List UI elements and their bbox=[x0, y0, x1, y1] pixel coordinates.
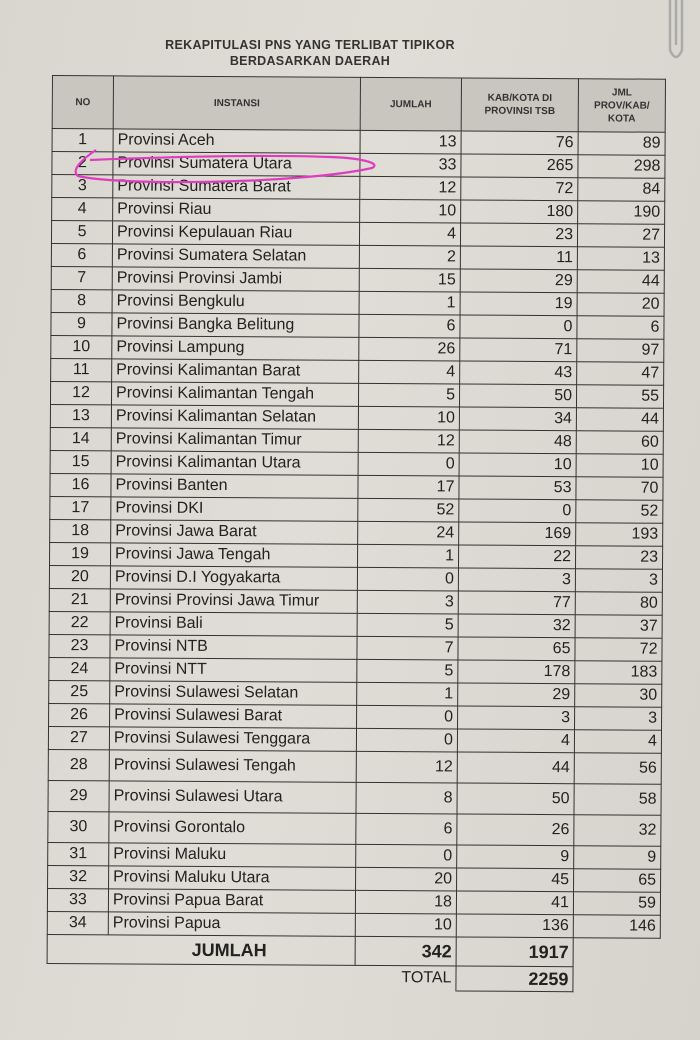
row-no: 7 bbox=[51, 266, 112, 289]
row-jml: 190 bbox=[578, 201, 665, 225]
row-kabkota: 41 bbox=[456, 891, 573, 915]
row-kabkota: 29 bbox=[458, 683, 575, 707]
table-header bbox=[52, 76, 665, 133]
row-no: 33 bbox=[47, 888, 108, 911]
row-kabkota: 265 bbox=[461, 154, 578, 178]
row-no: 32 bbox=[48, 865, 109, 888]
row-instansi: Provinsi Maluku Utara bbox=[109, 866, 356, 891]
row-jml: 27 bbox=[577, 224, 664, 248]
recap-table bbox=[46, 75, 666, 993]
paper-clip-icon bbox=[660, 0, 700, 70]
row-instansi: Provinsi D.I Yogyakarta bbox=[110, 566, 357, 591]
row-jml: 37 bbox=[575, 615, 662, 639]
row-instansi: Provinsi Bangka Belitung bbox=[112, 313, 359, 338]
row-instansi: Provinsi Kalimantan Tengah bbox=[111, 382, 358, 407]
row-instansi: Provinsi Provinsi Jawa Timur bbox=[110, 589, 357, 614]
row-jumlah: 0 bbox=[357, 567, 458, 591]
row-no: 18 bbox=[50, 519, 111, 542]
row-jml: 56 bbox=[574, 753, 661, 785]
row-jumlah: 6 bbox=[356, 813, 457, 845]
row-jumlah: 10 bbox=[360, 199, 461, 223]
row-jumlah: 1 bbox=[357, 682, 458, 706]
row-jumlah: 15 bbox=[359, 268, 460, 292]
row-jml: 89 bbox=[578, 132, 665, 156]
row-jumlah: 10 bbox=[355, 913, 456, 937]
row-jml: 13 bbox=[577, 247, 664, 271]
row-jml: 52 bbox=[576, 500, 663, 524]
row-jml: 23 bbox=[575, 546, 662, 570]
header-instansi: INSTANSI bbox=[113, 76, 360, 131]
summary-label: JUMLAH bbox=[47, 934, 355, 965]
row-jml: 193 bbox=[576, 523, 663, 547]
row-instansi: Provinsi Aceh bbox=[113, 129, 360, 154]
row-instansi: Provinsi Riau bbox=[113, 198, 360, 223]
header-no: NO bbox=[52, 76, 113, 129]
row-jumlah: 13 bbox=[360, 130, 461, 154]
row-kabkota: 43 bbox=[460, 361, 577, 385]
row-no: 5 bbox=[51, 221, 112, 244]
document-title: REKAPITULASI PNS YANG TERLIBAT TIPIKOR bbox=[165, 38, 455, 52]
table-row bbox=[48, 749, 661, 784]
row-jumlah: 3 bbox=[357, 590, 458, 614]
row-no: 27 bbox=[48, 726, 109, 749]
row-jml: 20 bbox=[577, 293, 664, 317]
row-jumlah: 7 bbox=[357, 636, 458, 660]
row-kabkota: 169 bbox=[459, 522, 576, 546]
row-kabkota: 71 bbox=[460, 338, 577, 362]
row-instansi: Provinsi Sumatera Utara bbox=[113, 152, 360, 177]
row-jumlah: 12 bbox=[356, 751, 457, 783]
table-row bbox=[48, 811, 661, 846]
row-jml: 30 bbox=[575, 684, 662, 708]
row-jml: 44 bbox=[577, 270, 664, 294]
row-no: 21 bbox=[49, 588, 110, 611]
row-jml: 84 bbox=[578, 178, 665, 202]
row-jml: 3 bbox=[575, 707, 662, 731]
row-jml: 298 bbox=[578, 155, 665, 179]
row-jumlah: 0 bbox=[357, 705, 458, 729]
row-kabkota: 23 bbox=[460, 223, 577, 247]
row-no: 17 bbox=[50, 496, 111, 519]
row-kabkota: 44 bbox=[457, 752, 574, 784]
row-no: 16 bbox=[50, 473, 111, 496]
row-kabkota: 76 bbox=[461, 131, 578, 155]
row-jml: 44 bbox=[576, 408, 663, 432]
row-jumlah: 1 bbox=[359, 291, 460, 315]
row-jumlah: 0 bbox=[356, 844, 457, 868]
row-instansi: Provinsi Sulawesi Utara bbox=[109, 781, 356, 814]
row-kabkota: 53 bbox=[459, 476, 576, 500]
row-no: 20 bbox=[49, 565, 110, 588]
row-kabkota: 45 bbox=[457, 868, 574, 892]
row-jumlah: 0 bbox=[356, 728, 457, 752]
row-instansi: Provinsi Papua bbox=[108, 912, 355, 937]
row-jumlah: 2 bbox=[359, 245, 460, 269]
row-no: 10 bbox=[51, 335, 112, 358]
row-kabkota: 136 bbox=[456, 914, 573, 938]
row-jml: 6 bbox=[577, 316, 664, 340]
row-jml: 183 bbox=[575, 661, 662, 685]
row-jumlah: 1 bbox=[357, 544, 458, 568]
row-jumlah: 52 bbox=[358, 498, 459, 522]
row-instansi: Provinsi NTT bbox=[110, 658, 357, 683]
row-no: 34 bbox=[47, 911, 108, 934]
row-instansi: Provinsi Bengkulu bbox=[112, 290, 359, 315]
header-kabkota: KAB/KOTA DI PROVINSI TSB bbox=[461, 78, 578, 132]
row-instansi: Provinsi Papua Barat bbox=[108, 889, 355, 914]
summary-kabkota: 1917 bbox=[456, 937, 573, 967]
row-instansi: Provinsi NTB bbox=[110, 635, 357, 660]
row-kabkota: 4 bbox=[457, 729, 574, 753]
row-jml: 59 bbox=[573, 892, 660, 916]
row-no: 24 bbox=[49, 657, 110, 680]
row-jml: 65 bbox=[574, 869, 661, 893]
row-instansi: Provinsi Kalimantan Barat bbox=[112, 359, 359, 384]
row-instansi: Provinsi DKI bbox=[111, 497, 358, 522]
row-kabkota: 29 bbox=[460, 269, 577, 293]
row-jml: 60 bbox=[576, 431, 663, 455]
row-jml: 4 bbox=[574, 730, 661, 754]
row-jml: 10 bbox=[576, 454, 663, 478]
row-no: 14 bbox=[50, 427, 111, 450]
row-jml: 80 bbox=[575, 592, 662, 616]
row-no: 25 bbox=[49, 680, 110, 703]
row-jumlah: 26 bbox=[359, 337, 460, 361]
row-no: 3 bbox=[52, 175, 113, 198]
row-kabkota: 50 bbox=[457, 783, 574, 815]
row-instansi: Provinsi Kalimantan Utara bbox=[111, 451, 358, 476]
header-jml: JML PROV/KAB/ KOTA bbox=[578, 79, 665, 133]
row-kabkota: 22 bbox=[458, 545, 575, 569]
row-jml: 97 bbox=[577, 339, 664, 363]
row-kabkota: 9 bbox=[457, 845, 574, 869]
row-jml: 47 bbox=[577, 362, 664, 386]
row-kabkota: 48 bbox=[459, 430, 576, 454]
row-instansi: Provinsi Sulawesi Selatan bbox=[110, 681, 357, 706]
row-jumlah: 12 bbox=[360, 176, 461, 200]
row-kabkota: 178 bbox=[458, 660, 575, 684]
total-value: 2259 bbox=[456, 966, 573, 992]
row-jml: 9 bbox=[574, 846, 661, 870]
row-instansi: Provinsi Sumatera Barat bbox=[113, 175, 360, 200]
row-instansi: Provinsi Banten bbox=[111, 474, 358, 499]
row-kabkota: 50 bbox=[459, 384, 576, 408]
total-label: TOTAL bbox=[355, 965, 456, 991]
row-jumlah: 4 bbox=[359, 360, 460, 384]
row-jumlah: 17 bbox=[358, 475, 459, 499]
row-instansi: Provinsi Sumatera Selatan bbox=[112, 244, 359, 269]
row-instansi: Provinsi Kalimantan Timur bbox=[111, 428, 358, 453]
row-no: 26 bbox=[49, 703, 110, 726]
row-kabkota: 34 bbox=[459, 407, 576, 431]
row-jumlah: 0 bbox=[358, 452, 459, 476]
row-no: 30 bbox=[48, 811, 109, 842]
row-no: 23 bbox=[49, 634, 110, 657]
header-jumlah: JUMLAH bbox=[360, 77, 461, 131]
row-kabkota: 72 bbox=[461, 177, 578, 201]
row-no: 6 bbox=[51, 243, 112, 266]
row-no: 11 bbox=[51, 358, 112, 381]
row-kabkota: 19 bbox=[460, 292, 577, 316]
row-jumlah: 33 bbox=[360, 153, 461, 177]
row-kabkota: 0 bbox=[460, 315, 577, 339]
row-jml: 58 bbox=[574, 784, 661, 816]
row-jml: 3 bbox=[575, 569, 662, 593]
row-no: 4 bbox=[52, 198, 113, 221]
row-kabkota: 0 bbox=[459, 499, 576, 523]
row-kabkota: 65 bbox=[458, 637, 575, 661]
row-instansi: Provinsi Sulawesi Tenggara bbox=[109, 727, 356, 752]
row-no: 22 bbox=[49, 611, 110, 634]
row-jumlah: 4 bbox=[359, 222, 460, 246]
row-jumlah: 18 bbox=[355, 890, 456, 914]
total-row bbox=[47, 963, 660, 992]
row-instansi: Provinsi Jawa Tengah bbox=[111, 543, 358, 568]
row-no: 15 bbox=[50, 450, 111, 473]
row-instansi: Provinsi Maluku bbox=[109, 843, 356, 868]
row-no: 28 bbox=[48, 749, 109, 780]
row-jml: 72 bbox=[575, 638, 662, 662]
row-jml: 146 bbox=[573, 915, 660, 939]
row-jumlah: 6 bbox=[359, 314, 460, 338]
row-instansi: Provinsi Sulawesi Tengah bbox=[109, 750, 356, 783]
row-no: 19 bbox=[50, 542, 111, 565]
row-kabkota: 3 bbox=[458, 568, 575, 592]
row-jumlah: 20 bbox=[356, 867, 457, 891]
summary-jumlah: 342 bbox=[355, 936, 456, 966]
row-no: 12 bbox=[50, 381, 111, 404]
row-kabkota: 77 bbox=[458, 591, 575, 615]
row-instansi: Provinsi Bali bbox=[110, 612, 357, 637]
row-kabkota: 3 bbox=[458, 706, 575, 730]
row-no: 1 bbox=[52, 129, 113, 152]
row-kabkota: 11 bbox=[460, 246, 577, 270]
row-jml: 70 bbox=[576, 477, 663, 501]
row-jumlah: 5 bbox=[358, 383, 459, 407]
row-jml: 55 bbox=[576, 385, 663, 409]
row-instansi: Provinsi Sulawesi Barat bbox=[110, 704, 357, 729]
row-no: 31 bbox=[48, 842, 109, 865]
row-jumlah: 5 bbox=[357, 613, 458, 637]
row-instansi: Provinsi Gorontalo bbox=[109, 812, 356, 845]
row-kabkota: 180 bbox=[461, 200, 578, 224]
row-kabkota: 10 bbox=[459, 453, 576, 477]
row-jml: 32 bbox=[574, 815, 661, 847]
row-jumlah: 10 bbox=[358, 406, 459, 430]
row-instansi: Provinsi Kepulauan Riau bbox=[112, 221, 359, 246]
row-no: 8 bbox=[51, 289, 112, 312]
table-row bbox=[48, 780, 661, 815]
row-instansi: Provinsi Provinsi Jambi bbox=[112, 267, 359, 292]
row-instansi: Provinsi Kalimantan Selatan bbox=[111, 405, 358, 430]
document-subtitle: BERDASARKAN DAERAH bbox=[229, 54, 391, 68]
row-jumlah: 24 bbox=[358, 521, 459, 545]
row-jumlah: 8 bbox=[356, 782, 457, 814]
row-no: 9 bbox=[51, 312, 112, 335]
row-no: 29 bbox=[48, 780, 109, 811]
row-instansi: Provinsi Lampung bbox=[112, 336, 359, 361]
row-no: 2 bbox=[52, 152, 113, 175]
row-instansi: Provinsi Jawa Barat bbox=[111, 520, 358, 545]
row-jumlah: 5 bbox=[357, 659, 458, 683]
row-kabkota: 32 bbox=[458, 614, 575, 638]
row-jumlah: 12 bbox=[358, 429, 459, 453]
row-kabkota: 26 bbox=[457, 814, 574, 846]
summary-row bbox=[47, 934, 660, 967]
row-no: 13 bbox=[50, 404, 111, 427]
